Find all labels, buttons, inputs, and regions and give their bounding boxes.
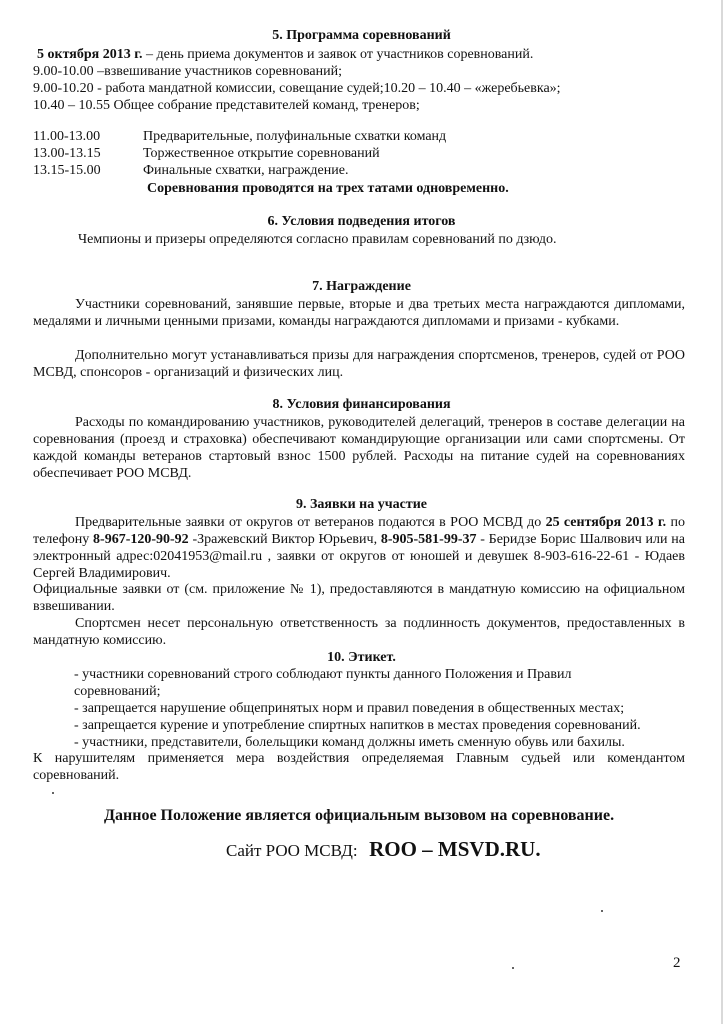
contact-person-1: -Зражевский Виктор Юрьевич,: [188, 532, 381, 547]
official-invitation-note: Данное Положение является официальным вызовом на соревнование.: [104, 807, 615, 824]
site-url: ROO – MSVD.RU.: [369, 837, 541, 861]
schedule-time: 13.15-15.00: [33, 163, 101, 178]
schedule-time: 11.00-13.00: [33, 129, 101, 144]
section-9-paragraph-1: [33, 514, 685, 582]
etiquette-closing: К нарушителям применяется мера воздействия определяемая Главным судьей или комендантом соревнований.: [33, 751, 685, 783]
competition-date-line: [37, 46, 533, 63]
scan-speck: [601, 910, 603, 912]
schedule-desc: Предварительные, полуфинальные схватки команд: [143, 129, 447, 144]
section-9-paragraph-2: Официальные заявки от (см. приложение № 1), предоставляются в мандатную комиссию на официальном взвешивании.: [33, 582, 685, 614]
applications-deadline: 25 сентября 2013 г.: [545, 515, 667, 530]
page-number: 2: [673, 955, 681, 971]
site-label: Сайт РОО МСВД:: [226, 841, 358, 860]
section-7-paragraph-2: Дополнительно могут устанавливаться призы для награждения спортсменов, тренеров, судей от РОО МСВД, спонсоров - организаций и физических лиц.: [33, 348, 685, 380]
phone-number-1: 8-967-120-90-92: [93, 532, 189, 547]
competition-date: 5 октября 2013 г.: [37, 47, 143, 62]
section-7-title: 7. Награждение: [312, 279, 411, 294]
competition-date-desc: – день приема документов и заявок от участников соревнований.: [142, 47, 534, 62]
section-9-title: 9. Заявки на участие: [296, 497, 427, 512]
section-8-title: 8. Условия финансирования: [272, 397, 451, 412]
section-9-paragraph-3: Спортсмен несет персональную ответственность за подлинность документов, предоставленных в мандатную комиссию.: [33, 616, 685, 648]
etiquette-item: - участники, представители, болельщики команд должны иметь сменную обувь или бахилы.: [74, 735, 625, 750]
scan-speck: [512, 967, 514, 969]
section-5-title: 5. Программа соревнований: [272, 28, 451, 43]
program-line-meeting: 10.40 – 10.55 Общее собрание представителей команд, тренеров;: [33, 98, 420, 113]
section-7-paragraph-1: Участники соревнований, занявшие первые, вторые и два третьих места награждаются дипломами, медалями и личными ценными призами, команды награждаются дипломами и призами - кубками.: [33, 297, 685, 329]
contact-details-rest: - Беридзе Борис Шалвович или на электронный адрес:02041953@mail.ru , заявки от округов от юношей и девушек 8-903-616-22-61 - Юдаев Сергей Владимирович.: [33, 532, 685, 581]
section-6-text: Чемпионы и призеры определяются согласно правилам соревнований по дзюдо.: [78, 232, 557, 247]
schedule-time: 13.00-13.15: [33, 146, 101, 161]
tatami-note: Соревнования проводятся на трех татами одновременно.: [147, 181, 509, 196]
section-6-title: 6. Условия подведения итогов: [267, 214, 456, 229]
scan-speck: [52, 792, 54, 794]
etiquette-item: - запрещается нарушение общепринятых норм и правил поведения в общественных местах;: [74, 701, 625, 716]
applications-phone-intro: по телефону: [33, 515, 686, 547]
section-8-paragraph: Расходы по командированию участников, руководителей делегаций, тренеров в составе делегации на соревнования (проезд и страховка) обеспечивают командирующие организации или сами спортсмены. От каждой команды ветеранов стартовый взнос 1500 рублей. Расходы на питание судей на соревнованиях обеспечивает РОО МСВД.: [33, 415, 685, 481]
etiquette-item: - участники соревнований строго соблюдают пункты данного Положения и Правил: [74, 667, 572, 682]
section-10-title: 10. Этикет.: [327, 650, 396, 665]
applications-intro: Предварительные заявки от округов от ветеранов подаются в РОО МСВД до: [75, 515, 546, 530]
schedule-desc: Торжественное открытие соревнований: [143, 146, 380, 161]
program-line-weighing: 9.00-10.00 –взвешивание участников соревнований;: [33, 64, 342, 79]
etiquette-item: - запрещается курение и употребление спиртных напитков в местах проведения соревнований.: [74, 718, 641, 733]
schedule-desc: Финальные схватки, награждение.: [143, 163, 349, 178]
etiquette-item: соревнований;: [74, 684, 161, 699]
site-line: [226, 834, 541, 864]
phone-number-2: 8-905-581-99-37: [380, 532, 477, 547]
program-line-mandate: 9.00-10.20 - работа мандатной комиссии, совещание судей;10.20 – 10.40 – «жеребьевка»;: [33, 81, 561, 96]
